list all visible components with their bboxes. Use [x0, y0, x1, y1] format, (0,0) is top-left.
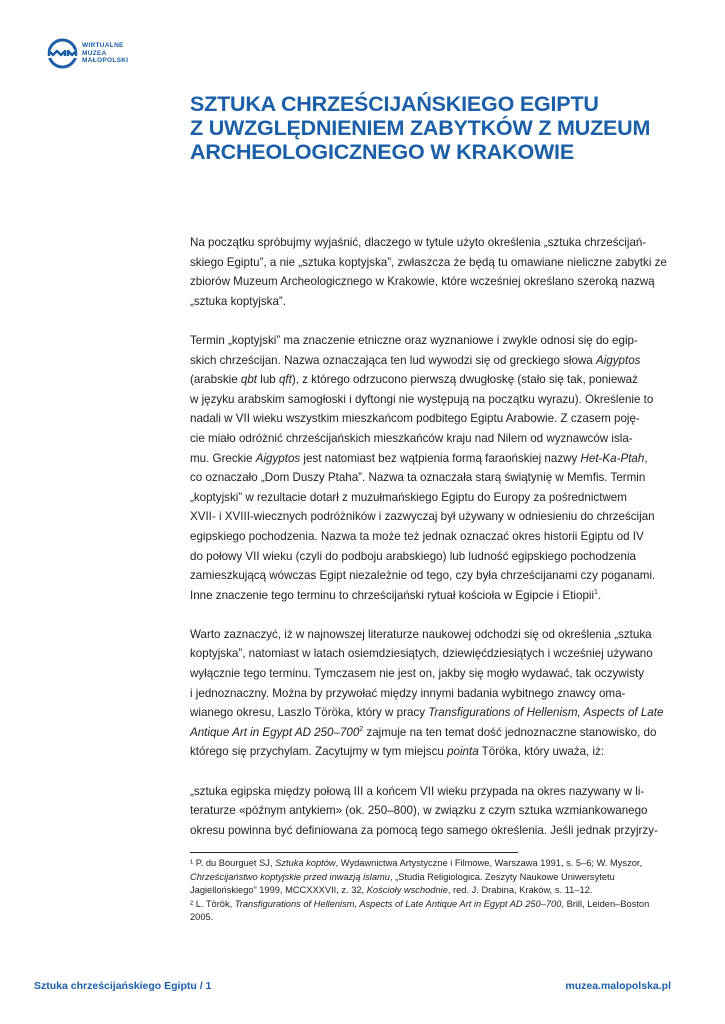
italic-title: Antique Art in Egypt AD 250–700: [190, 725, 360, 739]
text-run: L. Török,: [193, 898, 235, 909]
italic-term: Het-Ka-Ptah: [580, 451, 645, 465]
text-line: [190, 449, 680, 469]
text-line: [190, 857, 680, 871]
text-run: Jagiellońskiego” 1999, MCCXXXVII, z. 32,: [190, 885, 367, 896]
text-run: Töröka, który uważa, iż:: [478, 745, 605, 759]
text-line: [190, 898, 680, 912]
article-body: [190, 233, 680, 860]
text-run: , „Studia Religiologica. Zeszyty Naukowe Uniwersytetu: [389, 871, 615, 882]
text-line: 2005.: [190, 912, 214, 923]
footnotes: [190, 857, 680, 925]
title-line-2: Z UWZGLĘDNIENIEM ZABYTKÓW Z MUZEUM: [190, 116, 651, 140]
text-run: skich chrześcijan. Nazwa oznaczająca ten lud wywodzi się od greckiego słowa: [190, 353, 596, 367]
italic-term: pointa: [447, 745, 479, 759]
text-line: do połowy VII wieku (czyli do podboju arabskiego) lub ludność egipskiego pochodzenia: [190, 549, 636, 563]
text-run: , Brill, Leiden–Boston: [561, 898, 650, 909]
text-line: [190, 703, 680, 723]
text-line: w języku arabskim samogłoski i dyftongi nie występują na początku wyrazu). Określenie to: [190, 392, 654, 406]
footnote-ref-1[interactable]: 1: [594, 588, 598, 596]
text-run: ), z którego odrzucono pierwszą dwugłoskę (stało się tak, ponieważ: [291, 373, 638, 387]
paragraph-3: [190, 625, 680, 762]
text-line: XVII- i XVIII-wiecznych podróżników i zazwyczaj był używany w odniesieniu do chrześcijan: [190, 510, 655, 524]
text-line: [190, 871, 680, 885]
text-line: [190, 586, 680, 606]
text-line: wyłącznie tego terminu. Tymczasem nie jest on, jakby się mogło wydawać, tak oczywisty: [190, 667, 645, 681]
text-run: , red. J. Drabina, Kraków, s. 11–12.: [447, 885, 593, 896]
italic-title: Chrześcijaństwo koptyjskie przed inwazją islamu: [190, 871, 390, 882]
text-line: [190, 723, 680, 743]
text-line: „sztuka egipska między połową III a końcem VII wieku przypada na okres nazywany w li-: [190, 784, 645, 798]
footer-site-link[interactable]: muzea.malopolska.pl: [565, 980, 671, 992]
footnote-2: [190, 898, 680, 925]
italic-term: qbt: [240, 373, 258, 387]
footnote-divider: [190, 852, 518, 853]
text-run: P. du Bourguet SJ,: [193, 858, 276, 868]
italic-title: Transfigurations of Hellenism, Aspects of Late Antique Art in Egypt AD 250–700: [234, 898, 562, 909]
title-line-1: SZTUKA CHRZEŚCIJAŃSKIEGO EGIPTU: [190, 92, 599, 116]
text-line: cie miało odróżnić chrześcijańskich mieszkańców kraju nad Nilem od wyznawców isla-: [190, 431, 633, 445]
text-line: okresu powinna być definiowana za pomocą tego samego określenia. Jeśli jednak przyjrzy-: [190, 823, 658, 837]
text-line: skiego Egiptu”, a nie „sztuka koptyjska”, zwłaszcza że będą tu omawiane nieliczne zabytki ze: [190, 255, 667, 269]
text-run: lub: [257, 373, 279, 387]
text-line: koptyjska”, natomiast w latach osiemdziesiątych, dziewięćdziesiątych i wcześniej używano: [190, 647, 653, 661]
text-line: zbiorów Muzeum Archeologicznego w Krakowie, które wcześniej określano szeroką nazwą: [190, 275, 655, 289]
text-run: wianego okresu, Laszlo Töröka, który w pracy: [190, 706, 429, 720]
text-line: Termin „koptyjski” ma znaczenie etniczne oraz wyznaniowe i zwykle odnosi się do egip-: [190, 333, 638, 347]
italic-term: qft: [278, 373, 292, 387]
site-logo[interactable]: [47, 38, 128, 69]
footnote-ref-2[interactable]: 2: [359, 725, 364, 733]
text-line: [190, 370, 680, 390]
text-line: [190, 884, 680, 898]
logo-text: [82, 42, 128, 65]
text-run: (arabskie: [190, 373, 241, 387]
text-run: .: [597, 588, 602, 602]
logo-line-1: WIRTUALNE: [82, 42, 124, 50]
italic-term: Aigyptos: [595, 353, 641, 367]
text-run: Inne znaczenie tego terminu to chrześcijański rytuał kościoła w Egipcie i Etiopii: [190, 588, 595, 602]
paragraph-1: [190, 233, 680, 311]
text-line: [190, 742, 680, 762]
text-run: zajmuje na ten temat dość jednoznaczne stanowisko, do: [363, 725, 657, 739]
text-line: „koptyjski” w rezultacie dotarł z muzułmańskiego Egiptu do Europy za pośrednictwem: [190, 490, 627, 504]
text-run: jest natomiast bez wątpienia formą faraońskiej nazwy: [300, 451, 581, 465]
paragraph-2: [190, 331, 680, 605]
text-run: którego się przychylam. Zacytujmy w tym miejscu: [190, 745, 448, 759]
text-line: [190, 351, 680, 371]
text-run: mu. Greckie: [190, 451, 256, 465]
italic-title: Transfigurations of Hellenism, Aspects of Late: [428, 706, 664, 720]
text-line: teraturze «późnym antykiem» (ok. 250–800), w związku z czym sztuka wzmiankowanego: [190, 804, 648, 818]
text-line: Warto zaznaczyć, iż w najnowszej literaturze naukowej odchodzi się od określenia „sztuka: [190, 627, 652, 641]
logo-line-2: MUZEA: [82, 49, 107, 57]
wm-logo-icon: [47, 38, 78, 69]
text-line: egipskiego pochodzenia. Nazwa ta może też jednak oznaczać okres historii Egiptu od IV: [190, 529, 644, 543]
italic-title: Sztuka koptów: [275, 858, 336, 868]
italic-title: Kościoły wschodnie: [366, 885, 448, 896]
footnote-1: [190, 857, 680, 898]
logo-line-3: MAŁOPOLSKI: [82, 57, 129, 65]
italic-term: Aigyptos: [255, 451, 301, 465]
text-line: i jednoznaczny. Można by przywołać między innymi badania wybitnego znawcy oma-: [190, 686, 626, 700]
text-run: , Wydawnictwa Artystyczne i Filmowe, Warszawa 1991, s. 5–6; W. Myszor,: [335, 858, 643, 868]
title-line-3: ARCHEOLOGICZNEGO W KRAKOWIE: [190, 140, 574, 164]
text-line: Na początku spróbujmy wyjaśnić, dlaczego w tytule użyto określenia „sztuka chrześcijań-: [190, 236, 647, 249]
footer-page-label: Sztuka chrześcijańskiego Egiptu / 1: [34, 980, 212, 992]
paragraph-4-quote: [190, 782, 680, 841]
text-run: ,: [644, 451, 648, 465]
text-line: zamieszkującą wówczas Egipt niezależnie od tego, czy była chrześcijanami czy poganami.: [190, 569, 656, 583]
text-line: nadali w VII wieku wszystkim mieszkańcom podbitego Egiptu Arabowie. Z czasem poję-: [190, 412, 640, 426]
text-line: co oznaczało „Dom Duszy Ptaha”. Nazwa ta oznaczała starą świątynię w Memfis. Termin: [190, 471, 646, 485]
footnote-number: ¹: [190, 858, 194, 868]
page-title: [190, 92, 690, 164]
footnote-number: ²: [190, 898, 194, 909]
text-line: „sztuka koptyjska”.: [190, 294, 286, 308]
